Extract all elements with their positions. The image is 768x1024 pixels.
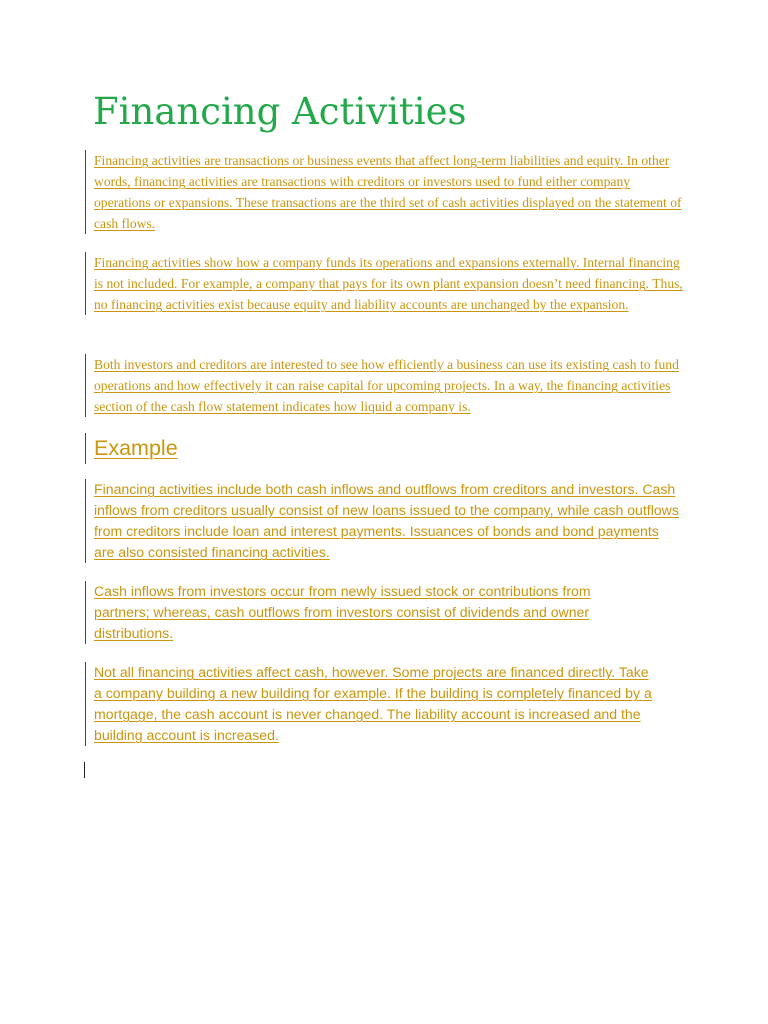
example-heading: Example (85, 433, 178, 464)
intro-paragraph-1: Financing activities are transactions or business events that affect long-term liabilities and equity. In other words, financing activities are transactions with creditors or investors used to fund either company operations or expansions. These transactions are the third set of cash activities displayed on the statement of cash flows. (85, 150, 683, 234)
page-title: Financing Activities (93, 90, 467, 133)
intro-paragraph-3: Both investors and creditors are interested to see how efficiently a business can use its existing cash to fund operations and how effectively it can raise capital for upcoming projects. In a way, the financing activities section of the cash flow statement indicates how liquid a company is. (85, 354, 683, 417)
text-cursor-mark (84, 762, 85, 778)
example-paragraph-3: Not all financing activities affect cash, however. Some projects are financed directly. Take a company building a new building for example. If the building is completely financed by a mortgage, the cash account is never changed. The liability account is increased and the building account is increased. (85, 662, 660, 746)
intro-paragraph-2: Financing activities show how a company funds its operations and expansions externally. Internal financing is not included. For example, a company that pays for its own plant expansion doesn’t need financing. Thus, no financing activities exist because equity and liability accounts are unchanged by the expansion. (85, 252, 683, 315)
example-paragraph-1: Financing activities include both cash inflows and outflows from creditors and investors. Cash inflows from creditors usually consist of new loans issued to the company, while cash outflows from creditors include loan and interest payments. Issuances of bonds and bond payments are also consisted financing activities. (85, 479, 683, 563)
example-paragraph-2: Cash inflows from investors occur from newly issued stock or contributions from partners; whereas, cash outflows from investors consist of dividends and owner distributions. (85, 581, 645, 644)
